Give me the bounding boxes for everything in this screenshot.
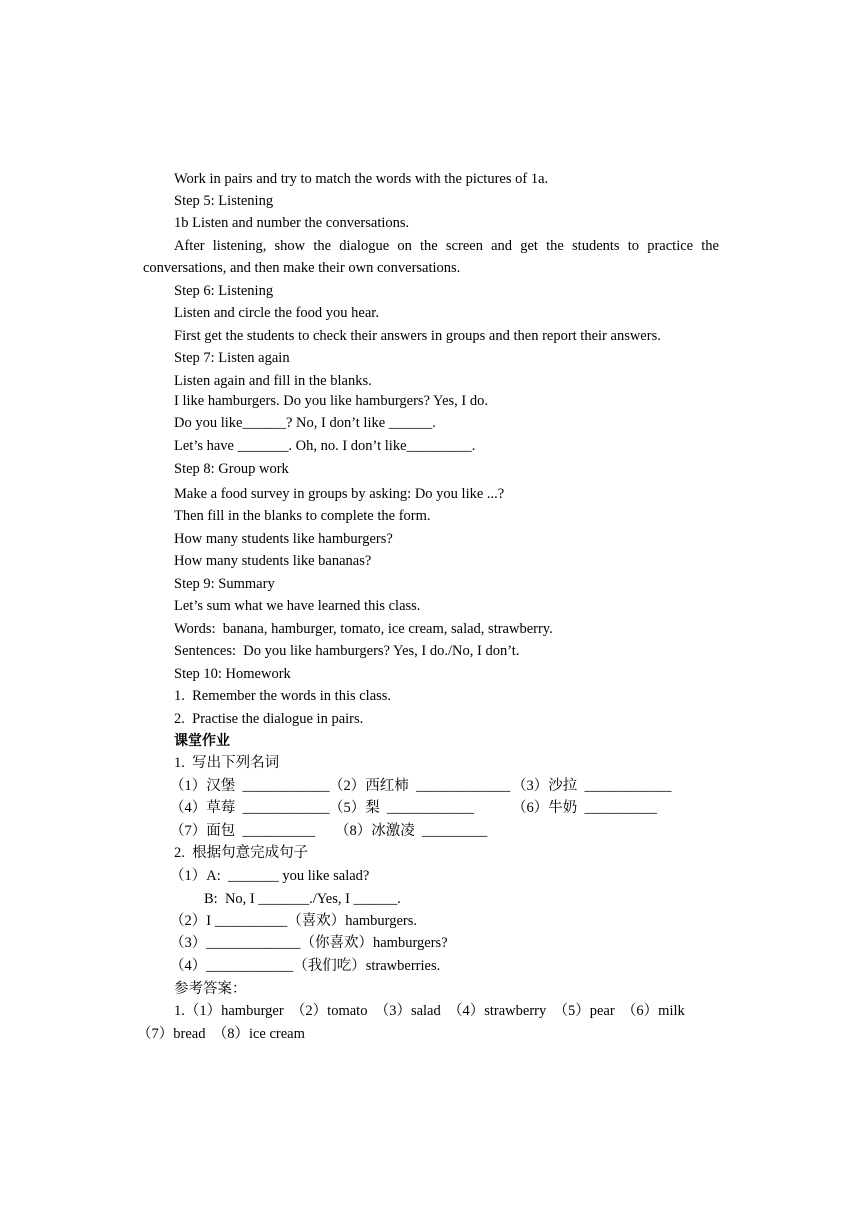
step8-line3: How many students like bananas?: [174, 553, 372, 569]
step8-line1: Then fill in the blanks to complete the form.: [174, 508, 431, 524]
step5-task: 1b Listen and number the conversations.: [174, 215, 410, 231]
exercise-heading: 课堂作业: [174, 733, 230, 749]
q1-item: （6）牛奶 __________: [512, 800, 657, 816]
step9-words: Words: banana, hamburger, tomato, ice cream, salad, strawberry.: [174, 621, 553, 637]
answers-line2: （7）bread （8）ice cream: [137, 1026, 305, 1042]
q1-item: （1）汉堡 ____________: [170, 778, 330, 794]
step9-title: Step 9: Summary: [174, 576, 275, 592]
answers-heading: 参考答案：: [174, 981, 247, 997]
step7-line1: I like hamburgers. Do you like hamburgers? Yes, I do.: [174, 393, 488, 409]
step5-title: Step 5: Listening: [174, 193, 274, 209]
q1-item: （4）草莓 ____________: [170, 800, 330, 816]
step5-paragraph-line2: conversations, and then make their own conversations.: [143, 260, 461, 276]
step6-task: Listen and circle the food you hear.: [174, 305, 379, 321]
q1-item: （7）面包 __________: [170, 823, 315, 839]
step10-title: Step 10: Homework: [174, 666, 291, 682]
step6-title: Step 6: Listening: [174, 283, 274, 299]
step7-line2: Do you like______? No, I don’t like ______.: [174, 415, 436, 431]
step9-line1: Let’s sum what we have learned this class.: [174, 598, 421, 614]
exercise-q1-title: 1. 写出下列名词: [174, 755, 280, 771]
q1-item: （3）沙拉 ____________: [512, 778, 672, 794]
exercise-q2-title: 2. 根据句意完成句子: [174, 845, 309, 861]
q2-line: （1）A: _______ you like salad?: [170, 868, 370, 884]
step9-sentences: Sentences: Do you like hamburgers? Yes, I do./No, I don’t.: [174, 643, 520, 659]
q2-line: （2）I __________（喜欢）hamburgers.: [170, 913, 418, 929]
q2-line: （3）_____________（你喜欢）hamburgers?: [170, 935, 448, 951]
step8-task: Make a food survey in groups by asking: Do you like ...?: [174, 486, 505, 502]
step7-line3: Let’s have _______. Oh, no. I don’t like_________.: [174, 438, 476, 454]
q2-line: （4）____________（我们吃）strawberries.: [170, 958, 441, 974]
step4-text: Work in pairs and try to match the words with the pictures of 1a.: [174, 171, 549, 187]
step5-paragraph-line1: After listening, show the dialogue on the screen and get the students to practice the: [174, 238, 719, 254]
step8-title: Step 8: Group work: [174, 461, 289, 477]
q1-item: （5）梨 ____________: [329, 800, 474, 816]
step10-item2: 2. Practise the dialogue in pairs.: [174, 711, 364, 727]
q1-item: （2）西红柿 _____________: [329, 778, 511, 794]
q2-line: B: No, I _______./Yes, I ______.: [204, 891, 401, 907]
step6-note: First get the students to check their answers in groups and then report their answers.: [174, 328, 661, 344]
q1-item: （8）冰激凌 _________: [335, 823, 488, 839]
step10-item1: 1. Remember the words in this class.: [174, 688, 392, 704]
step8-line2: How many students like hamburgers?: [174, 531, 393, 547]
step7-task: Listen again and fill in the blanks.: [174, 373, 372, 389]
step7-title: Step 7: Listen again: [174, 350, 290, 366]
answers-line1: 1.（1）hamburger （2）tomato （3）salad （4）strawberry （5）pear （6）milk: [174, 1003, 685, 1019]
